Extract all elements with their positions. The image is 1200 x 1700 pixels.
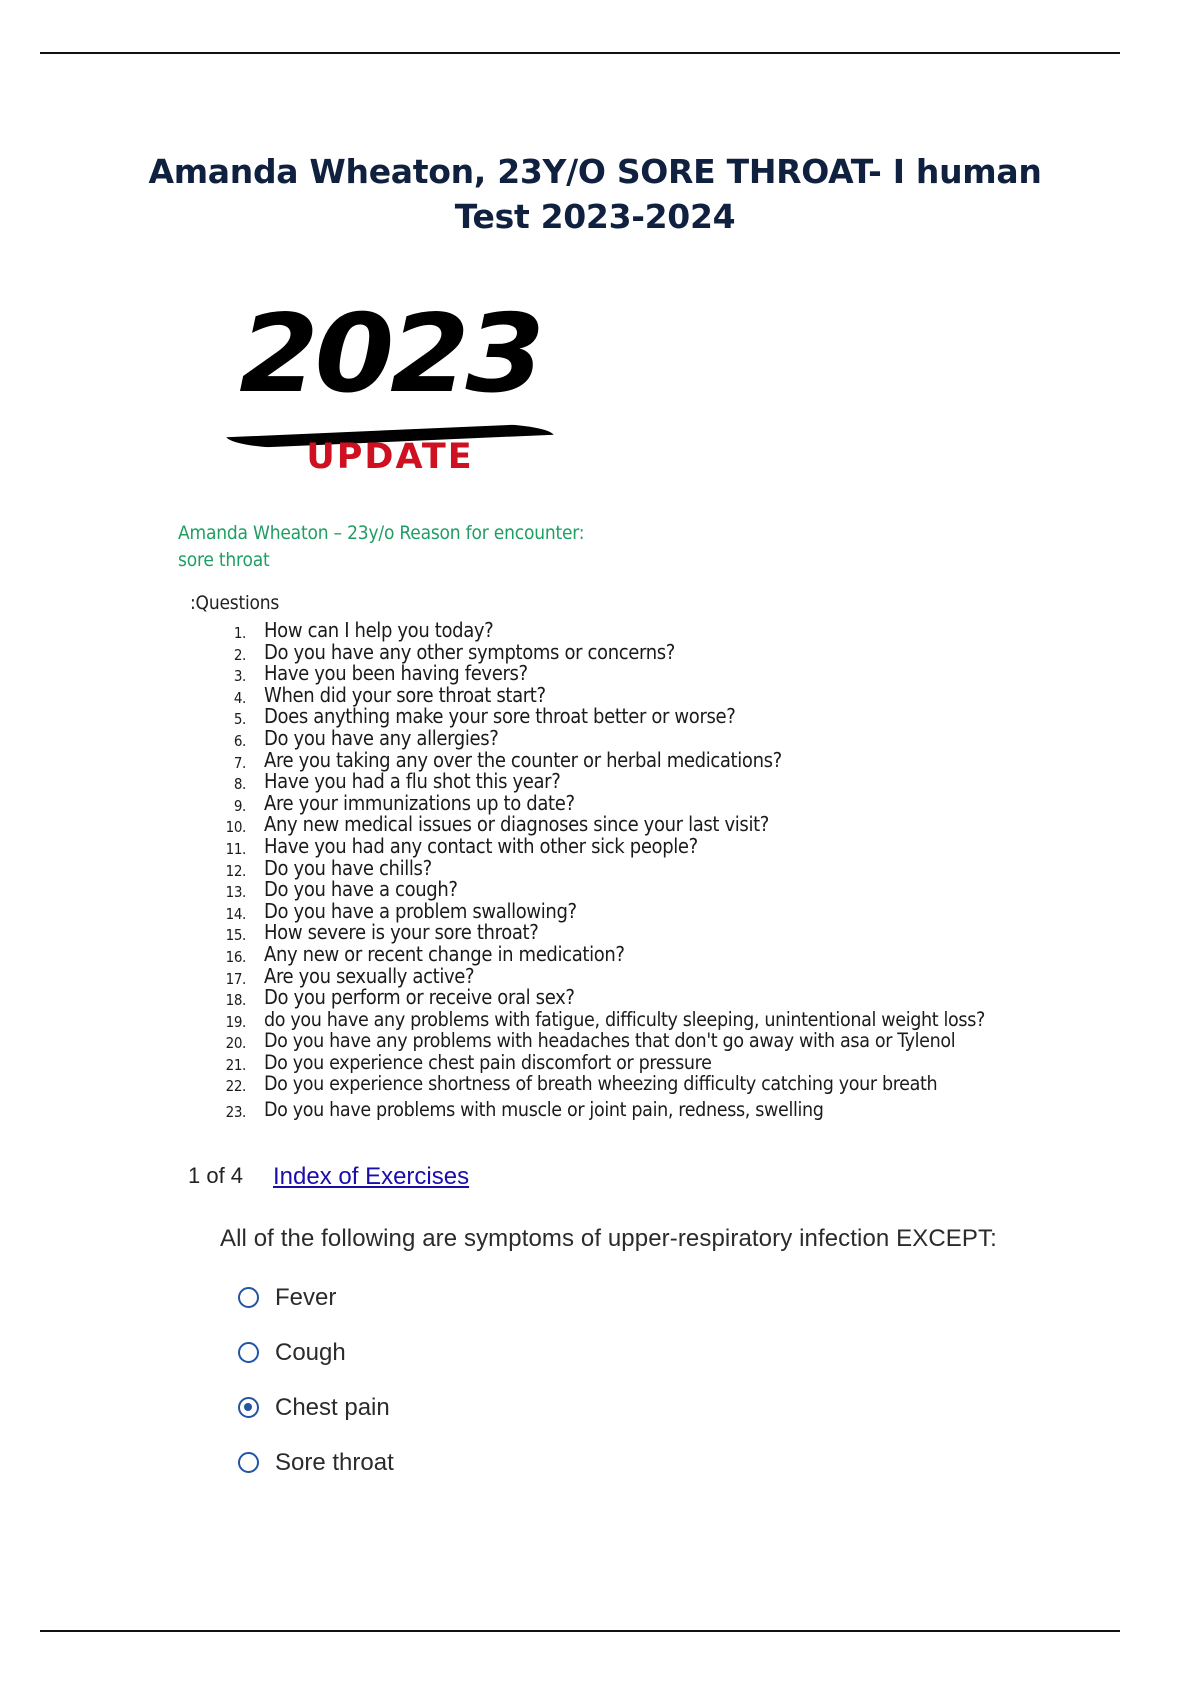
list-item xyxy=(212,620,1042,642)
list-item-number: 9. xyxy=(233,796,246,815)
answer-option-fever[interactable] xyxy=(220,1281,1000,1314)
list-item-number: 18. xyxy=(225,991,246,1010)
question-stem: All of the following are symptoms of upper-respiratory infection EXCEPT: xyxy=(220,1225,997,1252)
radio-button-selected-icon[interactable] xyxy=(238,1397,259,1418)
list-item xyxy=(212,1030,1042,1052)
list-item xyxy=(212,706,1042,728)
list-item-text: Do you perform or receive oral sex? xyxy=(264,985,575,1010)
list-item-number: 12. xyxy=(225,861,246,880)
list-item-text: Does anything make your sore throat better or worse? xyxy=(264,704,736,729)
questions-heading: :Questions xyxy=(190,592,280,614)
list-item xyxy=(212,1009,1042,1031)
list-item xyxy=(212,747,1042,772)
list-item xyxy=(212,1099,1042,1121)
list-item-number: 3. xyxy=(233,667,246,686)
list-item xyxy=(212,725,1042,750)
radio-button-icon[interactable] xyxy=(238,1287,259,1308)
list-item xyxy=(212,898,1042,923)
list-item-text: Do you have chills? xyxy=(264,855,432,880)
list-item xyxy=(212,833,1042,858)
list-item xyxy=(212,1052,1042,1074)
badge-update-text: UPDATE xyxy=(306,437,474,477)
list-item-text: Are you taking any over the counter or herbal medications? xyxy=(264,747,782,772)
answer-option-chest-pain[interactable] xyxy=(220,1391,1000,1424)
list-item-number: 22. xyxy=(225,1077,246,1096)
page-indicator: 1 of 4 xyxy=(188,1163,244,1188)
list-item-number: 7. xyxy=(233,753,246,772)
list-item-text: Have you had a flu shot this year? xyxy=(264,769,561,794)
list-item xyxy=(212,1073,1042,1095)
list-item xyxy=(212,790,1042,815)
answer-option-label: Sore throat xyxy=(275,1448,394,1476)
list-item-number: 11. xyxy=(225,839,246,858)
list-item-number: 19. xyxy=(225,1012,246,1031)
answer-option-label: Fever xyxy=(275,1283,337,1311)
list-item-text: Do you experience shortness of breath wheezing difficulty catching your breath xyxy=(264,1072,938,1096)
list-item xyxy=(212,855,1042,880)
list-item xyxy=(212,639,1042,664)
list-item-text: Do you have problems with muscle or joint pain, redness, swelling xyxy=(264,1098,824,1122)
list-item-text: do you have any problems with fatigue, difficulty sleeping, unintentional weight loss? xyxy=(264,1007,985,1031)
list-item xyxy=(212,682,1042,707)
list-item-text: When did your sore throat start? xyxy=(264,682,546,707)
list-item-number: 5. xyxy=(233,710,246,729)
list-item xyxy=(212,771,1042,793)
radio-button-icon[interactable] xyxy=(238,1342,259,1363)
list-item-text: Do you have any problems with headaches that don't go away with asa or Tylenol xyxy=(264,1029,956,1053)
list-item-text: Have you been having fevers? xyxy=(264,661,528,686)
list-item-text: Do you have any other symptoms or concerns? xyxy=(264,639,675,664)
list-item-text: How can I help you today? xyxy=(264,618,494,642)
list-item xyxy=(212,879,1042,901)
document-page xyxy=(40,0,1160,1700)
list-item xyxy=(212,987,1042,1009)
answer-option-label: Cough xyxy=(275,1338,346,1366)
list-item xyxy=(212,922,1042,944)
list-item xyxy=(212,814,1042,836)
list-item-text: Do you have any allergies? xyxy=(264,725,499,750)
list-item-number: 20. xyxy=(225,1034,246,1053)
answer-options-list xyxy=(220,1281,1000,1479)
year-update-badge xyxy=(220,292,560,480)
list-item-number: 17. xyxy=(225,969,246,988)
list-item-number: 23. xyxy=(225,1103,246,1122)
list-item-number: 2. xyxy=(233,645,246,664)
list-item-text: Any new medical issues or diagnoses since your last visit? xyxy=(264,812,770,837)
patient-encounter-line: Amanda Wheaton – 23y/o Reason for encounter: sore throat xyxy=(178,522,585,571)
answer-option-label: Chest pain xyxy=(275,1393,390,1421)
page-top-rule xyxy=(40,52,1120,54)
list-item-text: Any new or recent change in medication? xyxy=(264,941,625,966)
radio-button-icon[interactable] xyxy=(238,1452,259,1473)
badge-year-text: 2023 xyxy=(239,292,541,417)
list-item-text: Do you have a problem swallowing? xyxy=(264,898,577,923)
list-item-number: 13. xyxy=(225,883,246,902)
list-item-number: 14. xyxy=(225,904,246,923)
list-item-number: 10. xyxy=(225,818,246,837)
list-item xyxy=(212,963,1042,988)
answer-option-sore-throat[interactable] xyxy=(220,1446,1000,1479)
answer-option-cough[interactable] xyxy=(220,1336,1000,1369)
page-title: Amanda Wheaton, 23Y/O SORE THROAT- I human Test 2023-2024 xyxy=(148,152,1042,236)
list-item-text: Have you had any contact with other sick people? xyxy=(264,833,698,858)
list-item-text: Are your immunizations up to date? xyxy=(264,790,575,815)
list-item-number: 8. xyxy=(233,775,246,794)
questions-list xyxy=(212,620,1042,1121)
list-item-number: 1. xyxy=(233,624,246,642)
list-item xyxy=(212,941,1042,966)
list-item-text: Do you experience chest pain discomfort or pressure xyxy=(264,1050,712,1074)
list-item-text: How severe is your sore throat? xyxy=(264,920,539,945)
list-item xyxy=(212,663,1042,685)
exercise-question-block xyxy=(220,1222,1000,1501)
list-item-text: Do you have a cough? xyxy=(264,877,458,902)
list-item-text: Are you sexually active? xyxy=(264,963,475,988)
index-of-exercises-link[interactable]: Index of Exercises xyxy=(273,1163,470,1190)
list-item-number: 4. xyxy=(233,688,246,707)
list-item-number: 16. xyxy=(225,947,246,966)
list-item-number: 15. xyxy=(225,926,246,945)
pager-row xyxy=(188,1163,988,1193)
list-item-number: 6. xyxy=(233,731,246,750)
list-item-number: 21. xyxy=(225,1055,246,1074)
page-bottom-rule xyxy=(40,1630,1120,1632)
